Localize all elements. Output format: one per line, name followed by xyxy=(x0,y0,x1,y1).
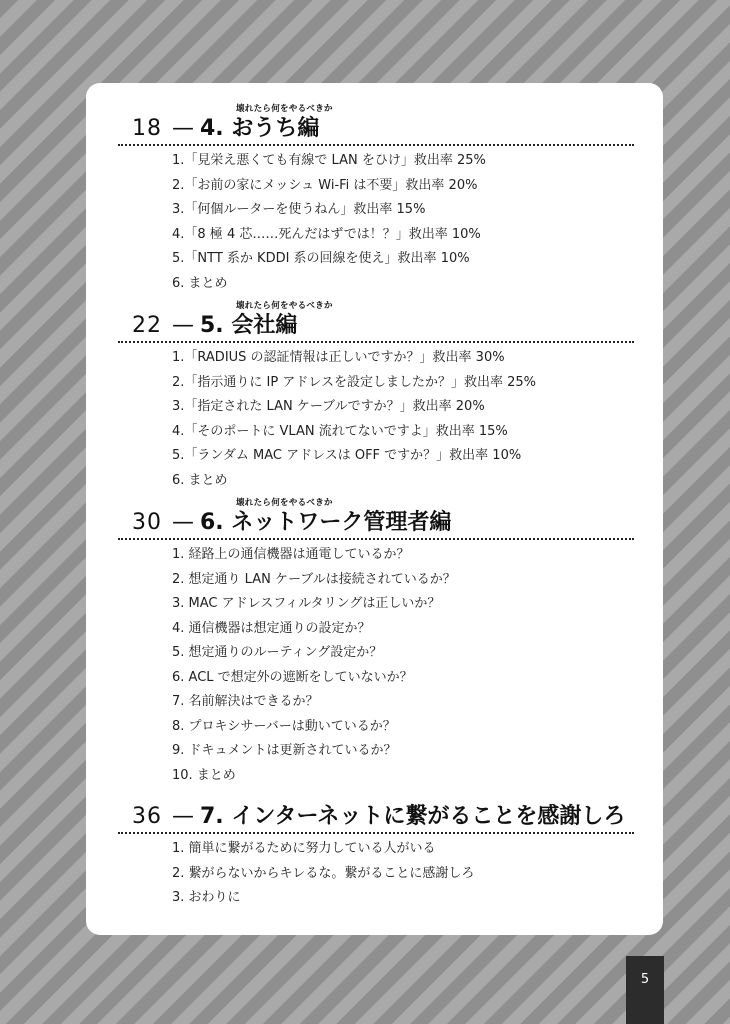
section-title: 7. インターネットに繋がることを感謝しろ xyxy=(200,804,626,829)
toc-item[interactable]: 1.「見栄え悪くても有線で LAN をひけ」救出率 25% xyxy=(172,153,486,168)
toc-item[interactable]: 6. まとめ xyxy=(172,472,228,488)
toc-item[interactable]: 1. 簡単に繋がるために努力している人がいる xyxy=(172,841,436,856)
toc-item[interactable]: 6. まとめ xyxy=(172,275,228,291)
toc-item[interactable]: 3.「指定された LAN ケーブルですか？」救出率 20% xyxy=(172,399,485,414)
section-heading[interactable] xyxy=(118,803,634,834)
toc-item[interactable]: 7. 名前解決はできるか？ xyxy=(172,694,319,709)
toc-section-4 xyxy=(118,104,634,296)
section-items xyxy=(118,837,634,911)
toc-item[interactable]: 3. おわりに xyxy=(172,890,241,905)
toc-item[interactable]: 8. プロキシサーバーは動いているか？ xyxy=(172,718,396,734)
section-items xyxy=(118,346,634,493)
toc-section-6 xyxy=(118,498,634,788)
toc-item[interactable]: 4. 通信機器は想定通りの設定か？ xyxy=(172,620,371,636)
toc-item[interactable]: 5.「ランダム MAC アドレスは OFF ですか？」救出率 10% xyxy=(172,448,522,463)
toc-item[interactable]: 1. 経路上の通信機器は通電しているか？ xyxy=(172,547,410,562)
toc-card xyxy=(86,83,663,935)
toc-item[interactable]: 9. ドキュメントは更新されているか？ xyxy=(172,743,397,758)
section-dash: — xyxy=(172,116,194,141)
section-ruby: 壊れたら何をやるべきか xyxy=(236,498,333,508)
section-page-number: 18 xyxy=(132,116,162,141)
section-ruby: 壊れたら何をやるべきか xyxy=(236,301,333,311)
toc-item[interactable]: 2. 繋がらないからキレるな。繋がることに感謝しろ xyxy=(172,865,475,881)
section-dash: — xyxy=(172,804,194,829)
toc-item[interactable]: 4.「そのポートに VLAN 流れてないですよ」救出率 15% xyxy=(172,423,508,439)
section-title: 4. おうち編 xyxy=(200,116,320,141)
section-items xyxy=(118,149,634,296)
section-page-number: 22 xyxy=(132,313,162,338)
toc-item[interactable]: 1.「RADIUS の認証情報は正しいですか？」救出率 30% xyxy=(172,350,505,365)
section-ruby: 壊れたら何をやるべきか xyxy=(236,104,333,114)
toc-item[interactable]: 2.「指示通りに IP アドレスを設定しましたか？」救出率 25% xyxy=(172,374,536,390)
toc-item[interactable]: 4.「8 極 4 芯……死んだはずでは！？」救出率 10% xyxy=(172,226,481,242)
section-title: 5. 会社編 xyxy=(200,313,298,338)
toc-item[interactable]: 2. 想定通り LAN ケーブルは接続されているか？ xyxy=(172,571,456,587)
toc-section-5 xyxy=(118,301,634,493)
section-page-number: 36 xyxy=(132,804,162,829)
toc-item[interactable]: 5.「NTT 系か KDDI 系の回線を使え」救出率 10% xyxy=(172,251,470,266)
toc-item[interactable]: 5. 想定通りのルーティング設定か？ xyxy=(172,645,383,660)
section-heading[interactable] xyxy=(118,312,634,343)
section-title: 6. ネットワーク管理者編 xyxy=(200,510,452,535)
section-heading[interactable] xyxy=(118,509,634,540)
section-heading[interactable] xyxy=(118,115,634,146)
toc-item[interactable]: 10. まとめ xyxy=(172,767,236,783)
toc-item[interactable]: 2.「お前の家にメッシュ Wi-Fi は不要」救出率 20% xyxy=(172,177,478,193)
toc-section-7 xyxy=(118,803,634,911)
section-items xyxy=(118,543,634,788)
section-page-number: 30 xyxy=(132,510,162,535)
page-number: 5 xyxy=(640,972,650,987)
section-dash: — xyxy=(172,510,194,535)
page-number-tab xyxy=(626,956,664,1024)
toc-item[interactable]: 3. MAC アドレスフィルタリングは正しいか？ xyxy=(172,596,441,611)
toc-item[interactable]: 3.「何個ルーターを使うねん」救出率 15% xyxy=(172,202,426,217)
section-dash: — xyxy=(172,313,194,338)
toc-item[interactable]: 6. ACL で想定外の遮断をしていないか？ xyxy=(172,669,413,685)
